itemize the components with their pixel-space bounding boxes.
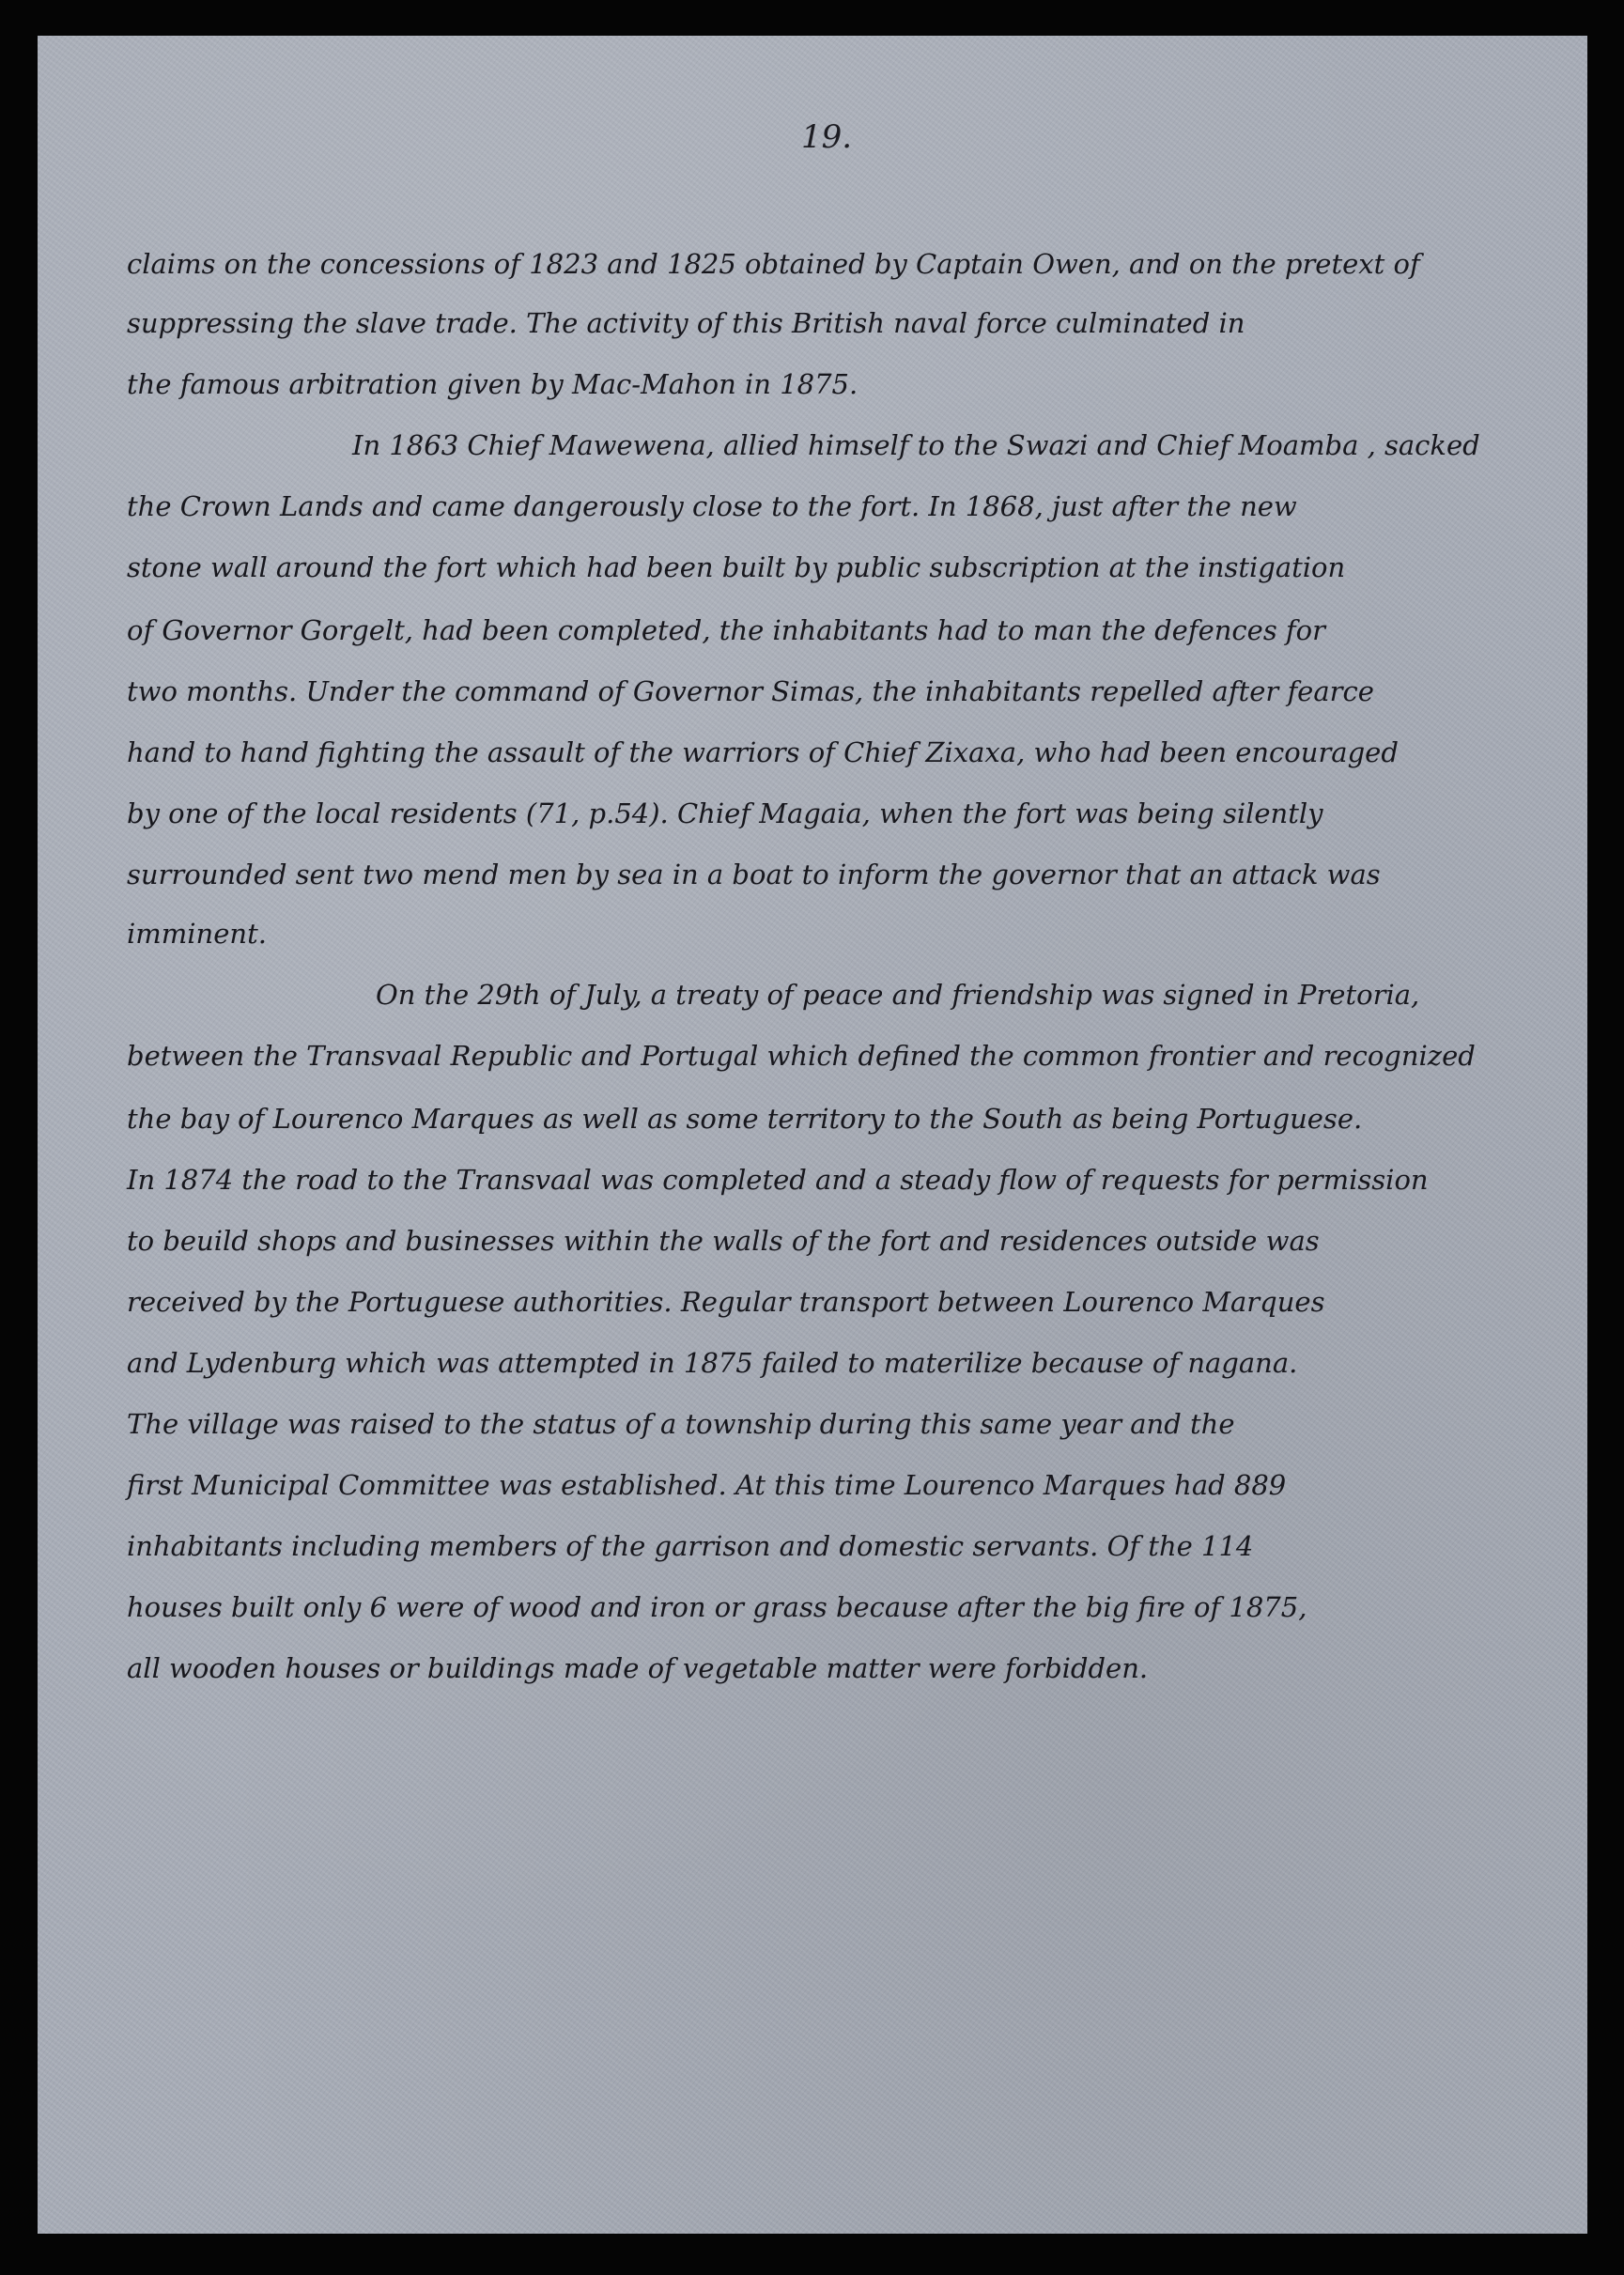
- text-line: suppressing the slave trade. The activity of this British naval force culminated in: [127, 307, 1245, 339]
- text-line: hand to hand fighting the assault of the warriors of Chief Zixaxa, who had been encouraged: [127, 736, 1399, 768]
- text-line: first Municipal Committee was established. At this time Lourenco Marques had 889: [127, 1469, 1287, 1501]
- text-line: the bay of Lourenco Marques as well as some territory to the South as being Portuguese.: [127, 1103, 1363, 1135]
- text-line: to beuild shops and businesses within the walls of the fort and residences outside was: [127, 1225, 1320, 1257]
- text-line: houses built only 6 were of wood and iron or grass because after the big fire of 1875,: [127, 1591, 1307, 1623]
- text-line: by one of the local residents (71, p.54). Chief Magaia, when the fort was being silently: [127, 797, 1323, 829]
- text-line: and Lydenburg which was attempted in 1875 failed to materilize because of nagana.: [127, 1347, 1298, 1379]
- text-line: The village was raised to the status of a township during this same year and the: [127, 1408, 1235, 1440]
- text-line: two months. Under the command of Governor Simas, the inhabitants repelled after fearce: [127, 675, 1374, 707]
- text-line: all wooden houses or buildings made of vegetable matter were forbidden.: [127, 1652, 1149, 1684]
- text-line: stone wall around the fort which had been built by public subscription at the instigation: [127, 551, 1346, 583]
- text-line: the Crown Lands and came dangerously close to the fort. In 1868, just after the new: [127, 490, 1297, 522]
- page-number: 19.: [800, 118, 853, 156]
- text-line: received by the Portuguese authorities. Regular transport between Lourenco Marques: [127, 1286, 1325, 1318]
- text-line: surrounded sent two mend men by sea in a boat to inform the governor that an attack was: [127, 859, 1381, 890]
- text-line: On the 29th of July, a treaty of peace and friendship was signed in Pretoria,: [376, 979, 1420, 1011]
- text-line: inhabitants including members of the garrison and domestic servants. Of the 114: [127, 1530, 1254, 1562]
- text-line: the famous arbitration given by Mac-Mahon in 1875.: [127, 368, 858, 400]
- text-line: In 1863 Chief Mawewena, allied himself to the Swazi and Chief Moamba , sacked: [352, 429, 1480, 461]
- text-line: In 1874 the road to the Transvaal was completed and a steady flow of requests for permission: [127, 1164, 1429, 1196]
- text-line: imminent.: [127, 918, 267, 950]
- text-line: of Governor Gorgelt, had been completed, the inhabitants had to man the defences for: [127, 614, 1325, 646]
- text-line: between the Transvaal Republic and Portugal which defined the common frontier and recognized: [127, 1040, 1476, 1072]
- text-line: claims on the concessions of 1823 and 1825 obtained by Captain Owen, and on the pretext of: [127, 248, 1420, 280]
- document-page: [38, 36, 1587, 2234]
